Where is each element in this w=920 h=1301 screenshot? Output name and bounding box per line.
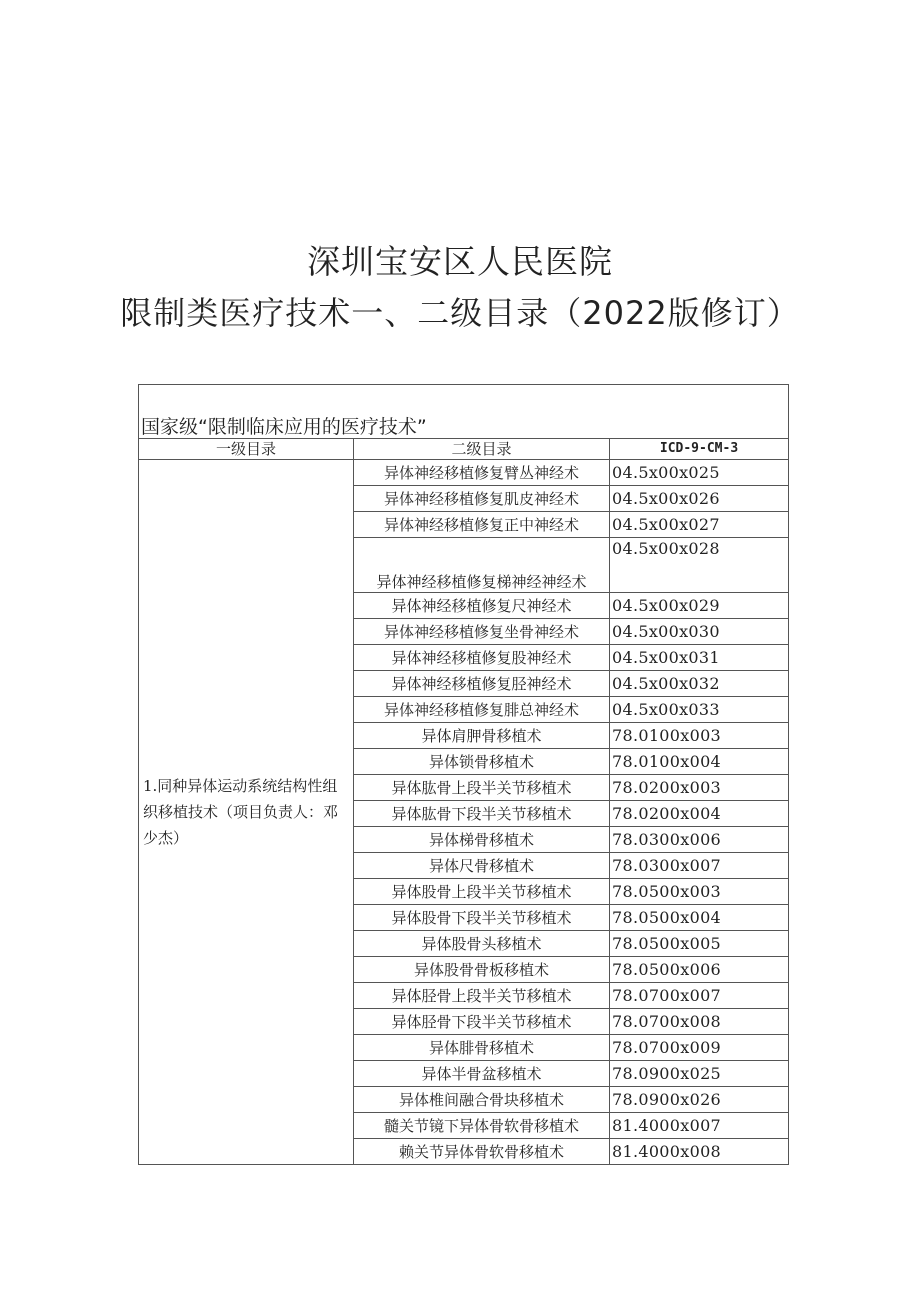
technique-table	[138, 384, 789, 1165]
procedure-name: 异体肱骨上段半关节移植术	[354, 775, 610, 801]
procedure-name: 异体腓骨移植术	[354, 1035, 610, 1061]
icd-code: 78.0200x003	[610, 775, 789, 801]
icd-code: 04.5x00x033	[610, 697, 789, 723]
icd-code: 78.0300x007	[610, 853, 789, 879]
icd-code: 04.5x00x032	[610, 671, 789, 697]
procedure-name: 异体股骨下段半关节移植术	[354, 905, 610, 931]
header-level2: 二级目录	[354, 439, 610, 460]
procedure-name: 异体肩胛骨移植术	[354, 723, 610, 749]
procedure-name: 异体神经移植修复腓总神经术	[354, 697, 610, 723]
header-icd: ICD-9-CM-3	[610, 439, 789, 460]
procedure-name: 赖关节异体骨软骨移植术	[354, 1139, 610, 1165]
procedure-name: 异体神经移植修复坐骨神经术	[354, 619, 610, 645]
procedure-name: 异体神经移植修复股神经术	[354, 645, 610, 671]
procedure-name: 异体半骨盆移植术	[354, 1061, 610, 1087]
icd-code: 78.0500x003	[610, 879, 789, 905]
icd-code: 04.5x00x028	[610, 538, 789, 593]
procedure-name: 异体锁骨移植术	[354, 749, 610, 775]
document-title: 限制类医疗技术一、二级目录（2022版修订）	[120, 294, 800, 332]
icd-code: 04.5x00x025	[610, 460, 789, 486]
procedure-name: 异体神经移植修复臂丛神经术	[354, 460, 610, 486]
icd-code: 04.5x00x027	[610, 512, 789, 538]
procedure-name: 异体梯骨移植术	[354, 827, 610, 853]
icd-code: 78.0300x006	[610, 827, 789, 853]
icd-code: 78.0700x008	[610, 1009, 789, 1035]
procedure-name: 异体肱骨下段半关节移植术	[354, 801, 610, 827]
procedure-name: 异体神经移植修复尺神经术	[354, 593, 610, 619]
section-title: 国家级“限制临床应用的医疗技术”	[139, 385, 789, 439]
icd-code: 04.5x00x031	[610, 645, 789, 671]
procedure-name: 异体神经移植修复肌皮神经术	[354, 486, 610, 512]
icd-code: 78.0500x006	[610, 957, 789, 983]
procedure-name: 异体股骨头移植术	[354, 931, 610, 957]
icd-code: 78.0500x005	[610, 931, 789, 957]
table-row	[139, 460, 789, 486]
procedure-name: 异体椎间融合骨块移植术	[354, 1087, 610, 1113]
icd-code: 04.5x00x029	[610, 593, 789, 619]
icd-code: 78.0700x007	[610, 983, 789, 1009]
hospital-title: 深圳宝安区人民医院	[307, 242, 613, 281]
procedure-name: 异体神经移植修复胫神经术	[354, 671, 610, 697]
icd-code: 78.0900x025	[610, 1061, 789, 1087]
procedure-name: 异体股骨骨板移植术	[354, 957, 610, 983]
icd-code: 04.5x00x030	[610, 619, 789, 645]
procedure-name: 异体尺骨移植术	[354, 853, 610, 879]
category-cell: 1.同种异体运动系统结构性组织移植技术（项目负责人：邓少杰）	[139, 460, 354, 1165]
icd-code: 78.0700x009	[610, 1035, 789, 1061]
procedure-name: 髓关节镜下异体骨软骨移植术	[354, 1113, 610, 1139]
icd-code: 78.0100x003	[610, 723, 789, 749]
procedure-name: 异体股骨上段半关节移植术	[354, 879, 610, 905]
icd-code: 81.4000x008	[610, 1139, 789, 1165]
procedure-name: 异体胫骨上段半关节移植术	[354, 983, 610, 1009]
procedure-name: 异体胫骨下段半关节移植术	[354, 1009, 610, 1035]
icd-code: 78.0500x004	[610, 905, 789, 931]
icd-code: 78.0200x004	[610, 801, 789, 827]
icd-code: 78.0900x026	[610, 1087, 789, 1113]
header-level1: 一级目录	[139, 439, 354, 460]
icd-code: 78.0100x004	[610, 749, 789, 775]
icd-code: 04.5x00x026	[610, 486, 789, 512]
procedure-name: 异体神经移植修复梯神经神经术	[354, 538, 610, 593]
procedure-name: 异体神经移植修复正中神经术	[354, 512, 610, 538]
icd-code: 81.4000x007	[610, 1113, 789, 1139]
